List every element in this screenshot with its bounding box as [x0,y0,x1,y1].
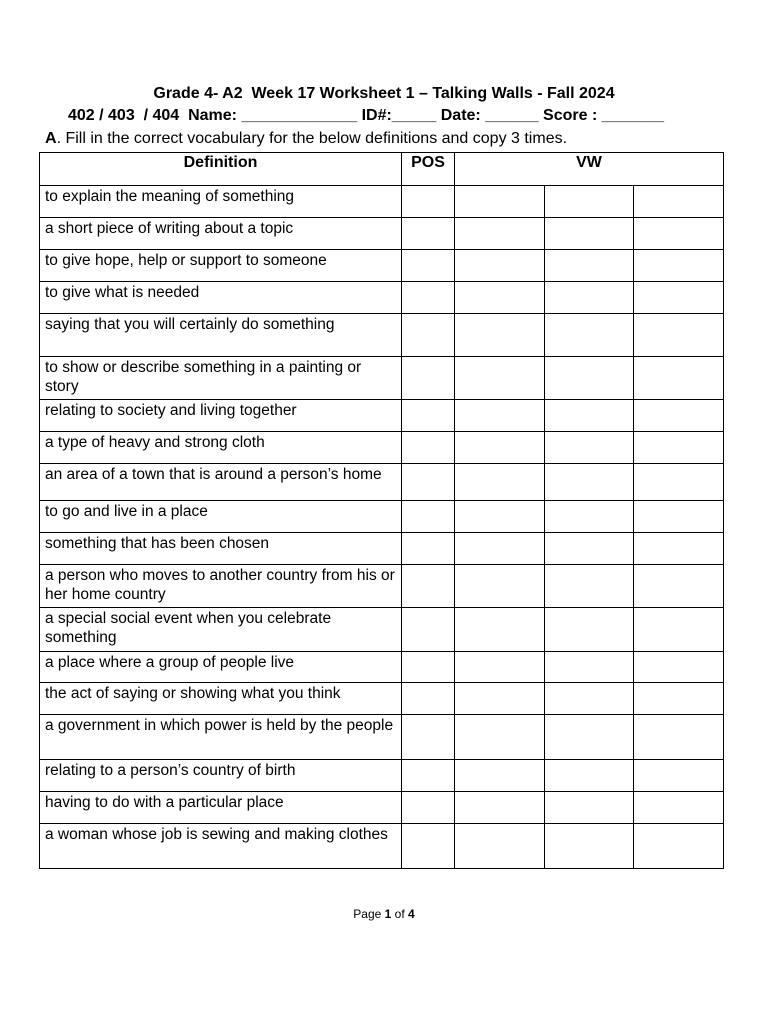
table-row [40,432,724,464]
pos-answer-cell[interactable] [402,432,455,464]
pos-answer-cell[interactable] [402,683,455,715]
definition-cell: to give what is needed [40,282,402,314]
pos-answer-cell[interactable] [402,314,455,357]
vw-copy-3-cell[interactable] [634,608,724,652]
vw-copy-2-cell[interactable] [545,501,634,533]
definition-cell: a type of heavy and strong cloth [40,432,402,464]
vw-copy-2-cell[interactable] [545,400,634,432]
vw-copy-2-cell[interactable] [545,250,634,282]
table-row [40,357,724,400]
vw-copy-1-cell[interactable] [455,432,545,464]
table-row [40,314,724,357]
definition-cell: to go and live in a place [40,501,402,533]
vw-copy-3-cell[interactable] [634,464,724,501]
vw-copy-1-cell[interactable] [455,565,545,608]
definition-cell: a place where a group of people live [40,652,402,683]
vw-copy-1-cell[interactable] [455,683,545,715]
vw-copy-2-cell[interactable] [545,652,634,683]
definition-cell: the act of saying or showing what you think [40,683,402,715]
header-vw: VW [455,153,724,186]
vw-copy-2-cell[interactable] [545,186,634,218]
vw-copy-3-cell[interactable] [634,432,724,464]
table-row [40,250,724,282]
student-info-line: 402 / 403 / 404 Name: _____________ ID#:_____ Date: ______ Score : _______ [68,107,664,124]
vw-copy-2-cell[interactable] [545,683,634,715]
vw-copy-3-cell[interactable] [634,565,724,608]
vw-copy-3-cell[interactable] [634,760,724,792]
vw-copy-1-cell[interactable] [455,282,545,314]
pos-answer-cell[interactable] [402,824,455,869]
vw-copy-3-cell[interactable] [634,400,724,432]
table-row [40,792,724,824]
vw-copy-3-cell[interactable] [634,501,724,533]
vw-copy-2-cell[interactable] [545,432,634,464]
table-row [40,715,724,760]
table-row [40,218,724,250]
vw-copy-2-cell[interactable] [545,314,634,357]
definition-cell: to show or describe something in a painting or story [40,357,402,400]
vw-copy-3-cell[interactable] [634,652,724,683]
instruction-text: . Fill in the correct vocabulary for the below definitions and copy 3 times. [56,130,568,147]
definition-cell: a woman whose job is sewing and making clothes [40,824,402,869]
pos-answer-cell[interactable] [402,464,455,501]
vw-copy-3-cell[interactable] [634,824,724,869]
table-row [40,400,724,432]
pos-answer-cell[interactable] [402,357,455,400]
vw-copy-1-cell[interactable] [455,792,545,824]
definition-cell: having to do with a particular place [40,792,402,824]
vw-copy-1-cell[interactable] [455,250,545,282]
definition-cell: something that has been chosen [40,533,402,565]
vw-copy-1-cell[interactable] [455,533,545,565]
vw-copy-3-cell[interactable] [634,357,724,400]
vw-copy-1-cell[interactable] [455,608,545,652]
pos-answer-cell[interactable] [402,652,455,683]
header-pos: POS [402,153,455,186]
definition-cell: a government in which power is held by the people [40,715,402,760]
definition-cell: to explain the meaning of something [40,186,402,218]
vw-copy-3-cell[interactable] [634,715,724,760]
vw-copy-1-cell[interactable] [455,824,545,869]
vw-copy-1-cell[interactable] [455,715,545,760]
vw-copy-2-cell[interactable] [545,282,634,314]
vw-copy-2-cell[interactable] [545,824,634,869]
vw-copy-2-cell[interactable] [545,533,634,565]
table-row [40,683,724,715]
vw-copy-1-cell[interactable] [455,218,545,250]
pos-answer-cell[interactable] [402,792,455,824]
definition-cell: a short piece of writing about a topic [40,218,402,250]
vw-copy-2-cell[interactable] [545,357,634,400]
table-row [40,652,724,683]
header-definition: Definition [40,153,402,186]
vw-copy-3-cell[interactable] [634,792,724,824]
vw-copy-1-cell[interactable] [455,652,545,683]
table-row [40,533,724,565]
vw-copy-2-cell[interactable] [545,608,634,652]
page-footer [0,907,768,921]
pos-answer-cell[interactable] [402,608,455,652]
table-row [40,565,724,608]
definition-cell: a special social event when you celebrate something [40,608,402,652]
vw-copy-3-cell[interactable] [634,533,724,565]
table-row [40,760,724,792]
pos-answer-cell[interactable] [402,250,455,282]
instruction [45,130,567,148]
definition-cell: a person who moves to another country from his or her home country [40,565,402,608]
definition-cell: relating to a person’s country of birth [40,760,402,792]
table-row [40,282,724,314]
definition-cell: an area of a town that is around a person’s home [40,464,402,501]
table-header-row [40,153,724,186]
vw-copy-3-cell[interactable] [634,282,724,314]
pos-answer-cell[interactable] [402,400,455,432]
vw-copy-2-cell[interactable] [545,792,634,824]
vw-copy-1-cell[interactable] [455,186,545,218]
page-total: 4 [408,907,415,921]
table-row [40,186,724,218]
vw-copy-1-cell[interactable] [455,400,545,432]
vw-copy-2-cell[interactable] [545,715,634,760]
vw-copy-1-cell[interactable] [455,357,545,400]
vw-copy-1-cell[interactable] [455,314,545,357]
vw-copy-2-cell[interactable] [545,464,634,501]
worksheet-title: Grade 4- A2 Week 17 Worksheet 1 – Talking Walls - Fall 2024 [153,85,615,102]
pos-answer-cell[interactable] [402,282,455,314]
vw-copy-1-cell[interactable] [455,464,545,501]
page-middle: of [391,907,409,921]
pos-answer-cell[interactable] [402,186,455,218]
table-row [40,501,724,533]
page-current: 1 [384,907,392,921]
pos-answer-cell[interactable] [402,218,455,250]
table-body [40,186,724,869]
table-row [40,608,724,652]
vw-copy-3-cell[interactable] [634,186,724,218]
pos-answer-cell[interactable] [402,565,455,608]
vw-copy-2-cell[interactable] [545,565,634,608]
vw-copy-2-cell[interactable] [545,760,634,792]
vw-copy-1-cell[interactable] [455,501,545,533]
vw-copy-3-cell[interactable] [634,218,724,250]
section-label: A [45,130,57,147]
vocabulary-table [39,152,724,869]
pos-answer-cell[interactable] [402,533,455,565]
vw-copy-3-cell[interactable] [634,250,724,282]
definition-cell: saying that you will certainly do something [40,314,402,357]
definition-cell: relating to society and living together [40,400,402,432]
table-row [40,464,724,501]
pos-answer-cell[interactable] [402,760,455,792]
vw-copy-3-cell[interactable] [634,314,724,357]
vw-copy-2-cell[interactable] [545,218,634,250]
definition-cell: to give hope, help or support to someone [40,250,402,282]
table-row [40,824,724,869]
pos-answer-cell[interactable] [402,715,455,760]
vw-copy-1-cell[interactable] [455,760,545,792]
vw-copy-3-cell[interactable] [634,683,724,715]
pos-answer-cell[interactable] [402,501,455,533]
page-prefix: Page [353,907,385,921]
